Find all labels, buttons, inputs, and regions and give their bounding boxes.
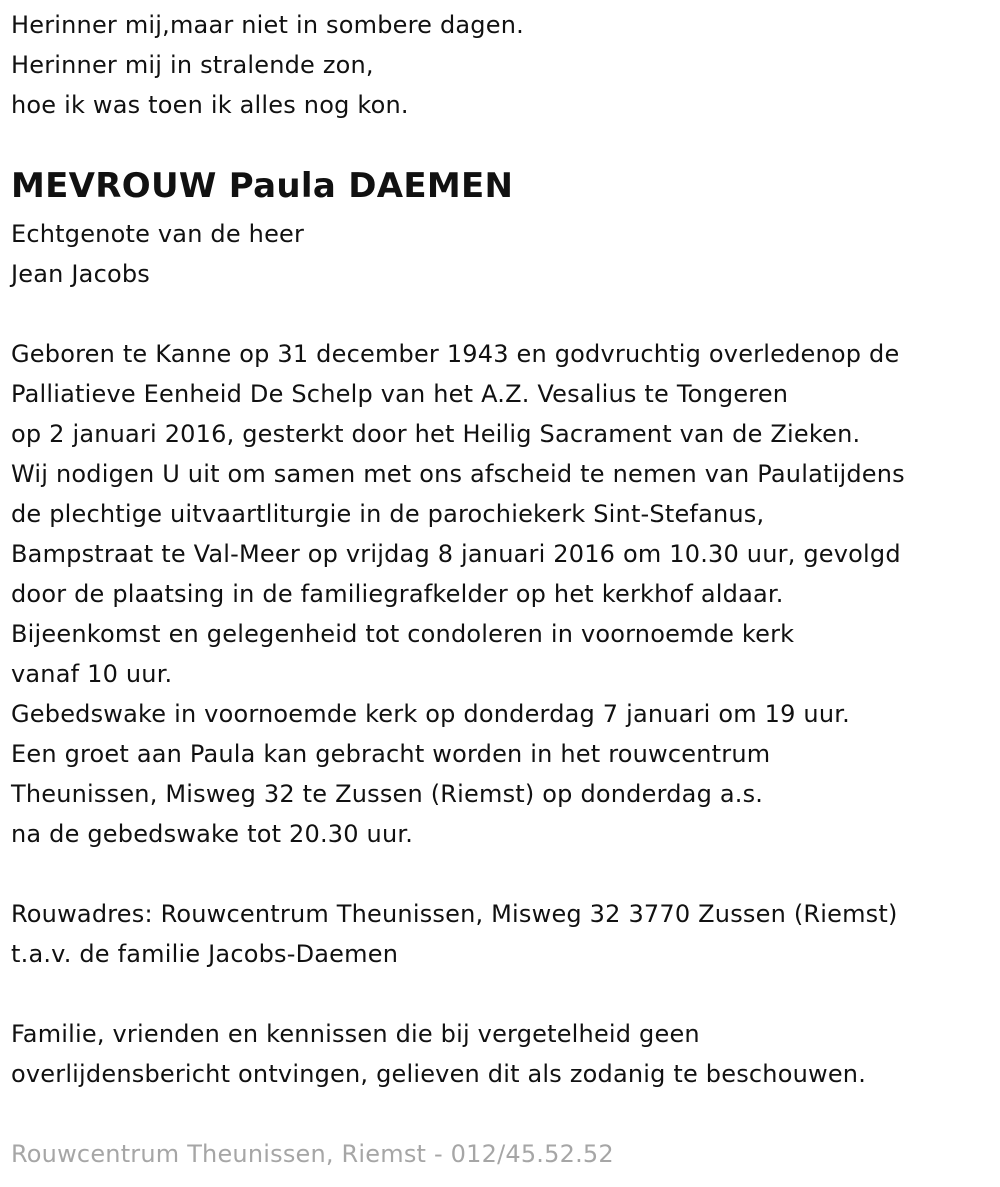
address-line: t.a.v. de familie Jacobs-Daemen	[11, 940, 399, 968]
body-line: de plechtige uitvaartliturgie in de parochiekerk Sint-Stefanus,	[11, 500, 765, 528]
body-line: op 2 januari 2016, gesterkt door het Heilig Sacrament van de Zieken.	[11, 420, 861, 448]
poem	[11, 5, 524, 125]
body-line: Bampstraat te Val-Meer op vrijdag 8 januari 2016 om 10.30 uur, gevolgd	[11, 540, 901, 568]
obituary-body	[11, 334, 905, 854]
body-line: door de plaatsing in de familiegrafkelder op het kerkhof aldaar.	[11, 580, 784, 608]
poem-line: Herinner mij in stralende zon,	[11, 51, 374, 79]
body-line: Gebedswake in voornoemde kerk op donderdag 7 januari om 19 uur.	[11, 700, 850, 728]
family-notice	[11, 1014, 866, 1094]
poem-line: hoe ik was toen ik alles nog kon.	[11, 91, 409, 119]
body-line: Geboren te Kanne op 31 december 1943 en godvruchtig overledenop de	[11, 340, 900, 368]
body-line: Bijeenkomst en gelegenheid tot condoleren in voornoemde kerk	[11, 620, 795, 648]
body-line: Wij nodigen U uit om samen met ons afscheid te nemen van Paulatijdens	[11, 460, 905, 488]
notice-line: overlijdensbericht ontvingen, gelieven dit als zodanig te beschouwen.	[11, 1060, 867, 1088]
spouse-line: Echtgenote van de heer	[11, 220, 305, 248]
body-line: Palliatieve Eenheid De Schelp van het A.Z. Vesalius te Tongeren	[11, 380, 789, 408]
body-line: vanaf 10 uur.	[11, 660, 173, 688]
notice-line: Familie, vrienden en kennissen die bij vergetelheid geen	[11, 1020, 700, 1048]
spouse-line: Jean Jacobs	[11, 260, 150, 288]
poem-line: Herinner mij,maar niet in sombere dagen.	[11, 11, 524, 39]
mourning-address	[11, 894, 898, 974]
address-line: Rouwadres: Rouwcentrum Theunissen, Misweg 32 3770 Zussen (Riemst)	[11, 900, 898, 928]
spouse-info	[11, 214, 304, 294]
deceased-name: MEVROUW Paula DAEMEN	[11, 166, 514, 206]
body-line: na de gebedswake tot 20.30 uur.	[11, 820, 414, 848]
body-line: Een groet aan Paula kan gebracht worden in het rouwcentrum	[11, 740, 771, 768]
funeral-home-footer: Rouwcentrum Theunissen, Riemst - 012/45.52.52	[11, 1140, 614, 1168]
body-line: Theunissen, Misweg 32 te Zussen (Riemst) op donderdag a.s.	[11, 780, 764, 808]
